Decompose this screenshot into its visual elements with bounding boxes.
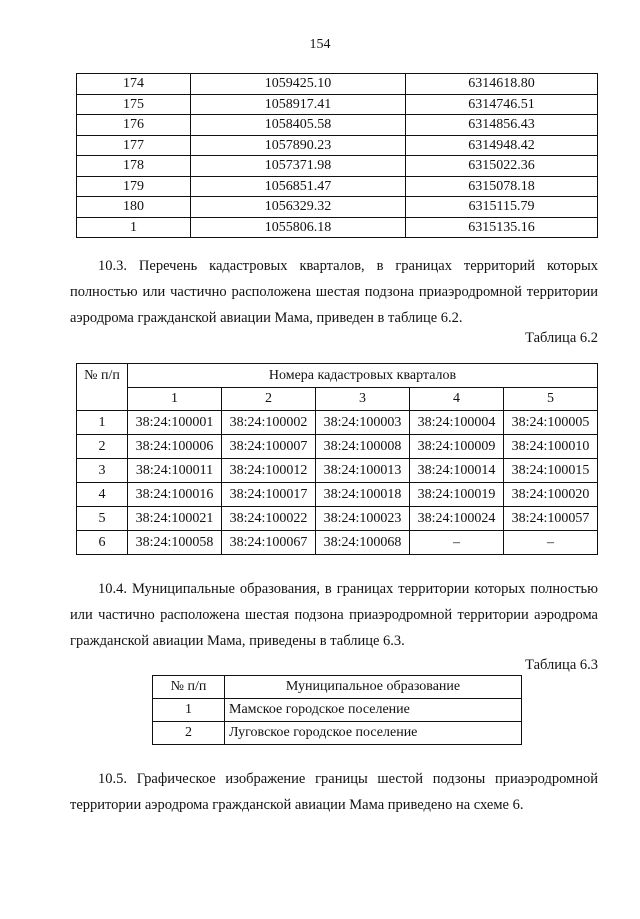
coord-x: 1058405.58	[191, 115, 406, 136]
table-row	[153, 699, 522, 722]
table-row	[77, 176, 598, 197]
column-number: 1	[128, 388, 222, 411]
cadastral-number: 38:24:100008	[316, 435, 410, 459]
table-header-row	[77, 364, 598, 388]
row-number: 6	[77, 531, 128, 555]
point-number: 178	[77, 156, 191, 177]
row-number: 1	[77, 411, 128, 435]
coord-y: 6315022.36	[406, 156, 598, 177]
coord-x: 1056329.32	[191, 197, 406, 218]
coord-y: 6314746.51	[406, 94, 598, 115]
row-number: 1	[153, 699, 225, 722]
row-number: 5	[77, 507, 128, 531]
cadastral-number: 38:24:100020	[504, 483, 598, 507]
header-no: № п/п	[77, 364, 128, 411]
coord-x: 1058917.41	[191, 94, 406, 115]
column-number: 3	[316, 388, 410, 411]
table-row	[77, 94, 598, 115]
paragraph-10-5	[70, 766, 598, 818]
cadastral-number: 38:24:100067	[222, 531, 316, 555]
cadastral-number: 38:24:100005	[504, 411, 598, 435]
table-row	[77, 411, 598, 435]
coord-y: 6314856.43	[406, 115, 598, 136]
cadastral-number: 38:24:100015	[504, 459, 598, 483]
coord-x: 1057371.98	[191, 156, 406, 177]
table-row	[77, 115, 598, 136]
cadastral-number: 38:24:100006	[128, 435, 222, 459]
coord-y: 6314948.42	[406, 135, 598, 156]
municipality-name: Луговское городское поселение	[225, 722, 522, 745]
coordinate-table	[76, 73, 598, 238]
table-row	[77, 531, 598, 555]
cadastral-number: 38:24:100021	[128, 507, 222, 531]
table-row	[153, 722, 522, 745]
coord-x: 1056851.47	[191, 176, 406, 197]
cadastral-number: 38:24:100058	[128, 531, 222, 555]
cadastral-number: 38:24:100012	[222, 459, 316, 483]
table-row	[77, 197, 598, 218]
paragraph-10-4-text: 10.4. Муниципальные образования, в границах территории которых полностью или частично расположена шестая подзона приаэродромной территории аэродрома гражданской авиации Мама, приведены в таблице 6.3.	[70, 581, 598, 649]
point-number: 175	[77, 94, 191, 115]
paragraph-10-3-text: 10.3. Перечень кадастровых кварталов, в границах территорий которых полностью или частично расположена шестая подзона приаэродромной территории аэродрома гражданской авиации Мама, приведен в таблице 6.2.	[70, 258, 598, 326]
coord-x: 1059425.10	[191, 74, 406, 95]
coord-y: 6315135.16	[406, 217, 598, 238]
cadastral-number: 38:24:100004	[410, 411, 504, 435]
coord-x: 1055806.18	[191, 217, 406, 238]
cadastral-number: 38:24:100002	[222, 411, 316, 435]
paragraph-10-5-text: 10.5. Графическое изображение границы шестой подзоны приаэродромной территории аэродрома гражданской авиации Мама приведено на схеме 6.	[70, 771, 598, 813]
cadastral-number: 38:24:100003	[316, 411, 410, 435]
table-row	[77, 74, 598, 95]
cadastral-number: 38:24:100014	[410, 459, 504, 483]
cadastral-number: 38:24:100010	[504, 435, 598, 459]
table-row	[77, 156, 598, 177]
cadastral-table	[76, 363, 598, 555]
municipality-name: Мамское городское поселение	[225, 699, 522, 722]
cadastral-number: 38:24:100001	[128, 411, 222, 435]
row-number: 2	[153, 722, 225, 745]
header-no: № п/п	[153, 676, 225, 699]
coord-x: 1057890.23	[191, 135, 406, 156]
row-number: 4	[77, 483, 128, 507]
cadastral-number: 38:24:100057	[504, 507, 598, 531]
row-number: 2	[77, 435, 128, 459]
point-number: 180	[77, 197, 191, 218]
cadastral-number: –	[504, 531, 598, 555]
point-number: 174	[77, 74, 191, 95]
cadastral-number: 38:24:100068	[316, 531, 410, 555]
paragraph-10-3	[70, 253, 598, 331]
paragraph-10-4	[70, 576, 598, 654]
table-row	[77, 217, 598, 238]
table-header-row	[153, 676, 522, 699]
coord-y: 6315078.18	[406, 176, 598, 197]
cadastral-number: 38:24:100007	[222, 435, 316, 459]
cadastral-number: 38:24:100022	[222, 507, 316, 531]
municipality-table	[152, 675, 522, 745]
point-number: 177	[77, 135, 191, 156]
page-number: 154	[309, 37, 331, 52]
cadastral-number: 38:24:100018	[316, 483, 410, 507]
table-6-2-caption: Таблица 6.2	[525, 330, 598, 346]
cadastral-number: 38:24:100019	[410, 483, 504, 507]
cadastral-number: 38:24:100016	[128, 483, 222, 507]
cadastral-number: 38:24:100011	[128, 459, 222, 483]
header-title: Номера кадастровых кварталов	[128, 364, 598, 388]
table-row	[77, 507, 598, 531]
header-name: Муниципальное образование	[225, 676, 522, 699]
cadastral-number: 38:24:100013	[316, 459, 410, 483]
cadastral-number: 38:24:100023	[316, 507, 410, 531]
table-row	[77, 459, 598, 483]
table-row	[77, 483, 598, 507]
point-number: 1	[77, 217, 191, 238]
table-row	[77, 435, 598, 459]
table-header-row	[77, 388, 598, 411]
column-number: 4	[410, 388, 504, 411]
row-number: 3	[77, 459, 128, 483]
cadastral-number: 38:24:100024	[410, 507, 504, 531]
column-number: 2	[222, 388, 316, 411]
cadastral-number: 38:24:100017	[222, 483, 316, 507]
column-number: 5	[504, 388, 598, 411]
coord-y: 6315115.79	[406, 197, 598, 218]
point-number: 179	[77, 176, 191, 197]
point-number: 176	[77, 115, 191, 136]
table-6-3-caption: Таблица 6.3	[525, 657, 598, 673]
table-row	[77, 135, 598, 156]
cadastral-number: –	[410, 531, 504, 555]
cadastral-number: 38:24:100009	[410, 435, 504, 459]
coord-y: 6314618.80	[406, 74, 598, 95]
